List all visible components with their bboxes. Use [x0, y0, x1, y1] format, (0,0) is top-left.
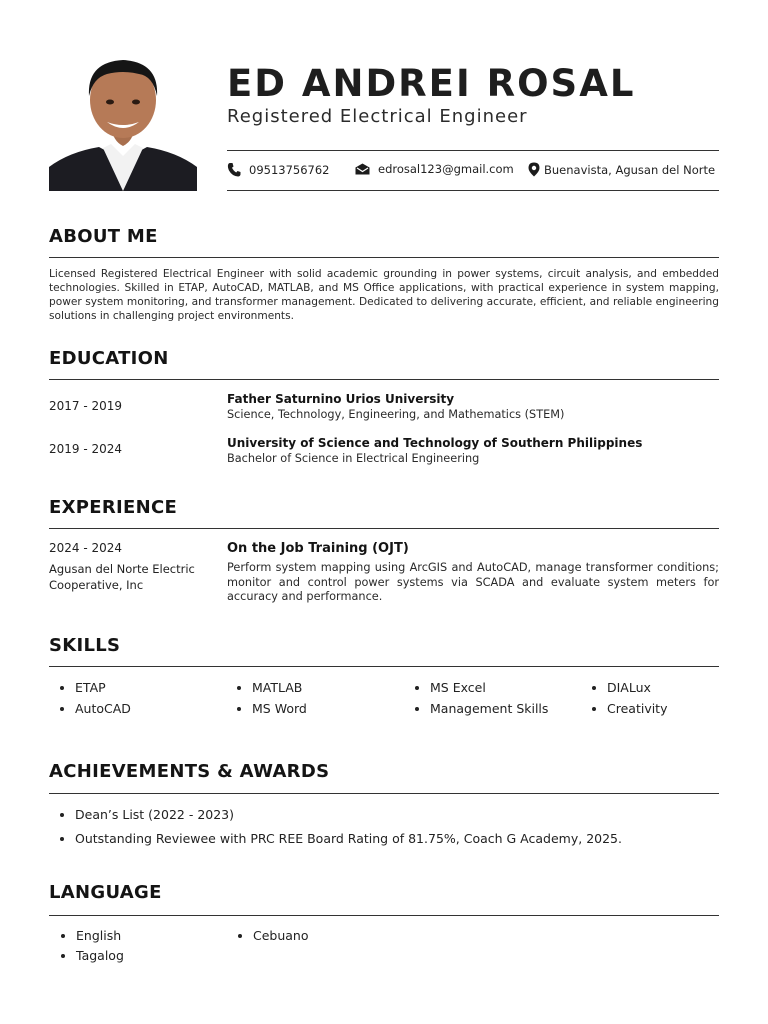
contact-email [355, 162, 514, 176]
contact-location [528, 162, 715, 177]
contact-phone [227, 162, 329, 177]
candidate-role: Registered Electrical Engineer [227, 106, 528, 127]
language-item: Cebuano [238, 928, 309, 943]
experience-description: Perform system mapping using ArcGIS and AutoCAD, manage transformer conditions; monitor and control power systems via SCADA and evaluate system meters for accuracy and performance. [227, 561, 719, 603]
skill-item: MS Excel [415, 680, 486, 695]
achievement-item: Outstanding Reviewee with PRC REE Board Rating of 81.75%, Coach G Academy, 2025. [60, 831, 622, 846]
skill-item: ETAP [60, 680, 106, 695]
skill-item: MS Word [237, 701, 307, 716]
skill-item: DIALux [592, 680, 651, 695]
experience-years: 2024 - 2024 [49, 541, 123, 555]
section-rule-language [49, 915, 719, 916]
skill-item: MATLAB [237, 680, 302, 695]
achievement-item: Dean’s List (2022 - 2023) [60, 807, 234, 822]
section-rule-education [49, 379, 719, 380]
section-rule-achievements [49, 793, 719, 794]
education-years: 2019 - 2024 [49, 442, 123, 456]
education-years: 2017 - 2019 [49, 399, 123, 413]
envelope-icon [355, 163, 370, 175]
phone-number: 09513756762 [249, 162, 330, 177]
phone-icon [227, 162, 241, 177]
profile-photo [49, 52, 197, 191]
language-item: Tagalog [61, 948, 124, 963]
section-title-education: EDUCATION [49, 348, 169, 369]
section-title-skills: SKILLS [49, 635, 121, 656]
contact-divider-bottom [227, 190, 719, 191]
section-rule-experience [49, 528, 719, 529]
email-address: edrosal123@gmail.com [378, 162, 514, 176]
map-pin-icon [528, 162, 540, 177]
skill-item: Creativity [592, 701, 668, 716]
education-school: Father Saturnino Urios University [227, 392, 455, 406]
section-rule-skills [49, 666, 719, 667]
experience-position: On the Job Training (OJT) [227, 541, 409, 556]
about-text: Licensed Registered Electrical Engineer with solid academic grounding in power systems, circuit analysis, and embedded technologies. Skilled in ETAP, AutoCAD, MATLAB, and MS Office applications, with practical experience in system mapping, power system monitoring, and transformer management. Dedicated to delivering accurate, efficient, and reliable engineering solutions in challenging project environments. [49, 268, 719, 322]
section-title-language: LANGUAGE [49, 882, 162, 903]
section-title-achievements: ACHIEVEMENTS & AWARDS [49, 761, 330, 782]
experience-organization: Agusan del Norte Electric Cooperative, Inc [49, 562, 195, 592]
education-school: University of Science and Technology of Southern Philippines [227, 436, 643, 450]
section-rule-about [49, 257, 719, 258]
section-title-about: ABOUT ME [49, 226, 158, 247]
skill-item: AutoCAD [60, 701, 131, 716]
education-program: Bachelor of Science in Electrical Engineering [227, 452, 480, 465]
section-title-experience: EXPERIENCE [49, 497, 178, 518]
language-item: English [61, 928, 121, 943]
education-program: Science, Technology, Engineering, and Mathematics (STEM) [227, 408, 565, 421]
candidate-name: ED ANDREI ROSAL [227, 62, 636, 105]
location-text: Buenavista, Agusan del Norte [544, 162, 716, 177]
skill-item: Management Skills [415, 701, 548, 716]
contact-divider-top [227, 150, 719, 151]
